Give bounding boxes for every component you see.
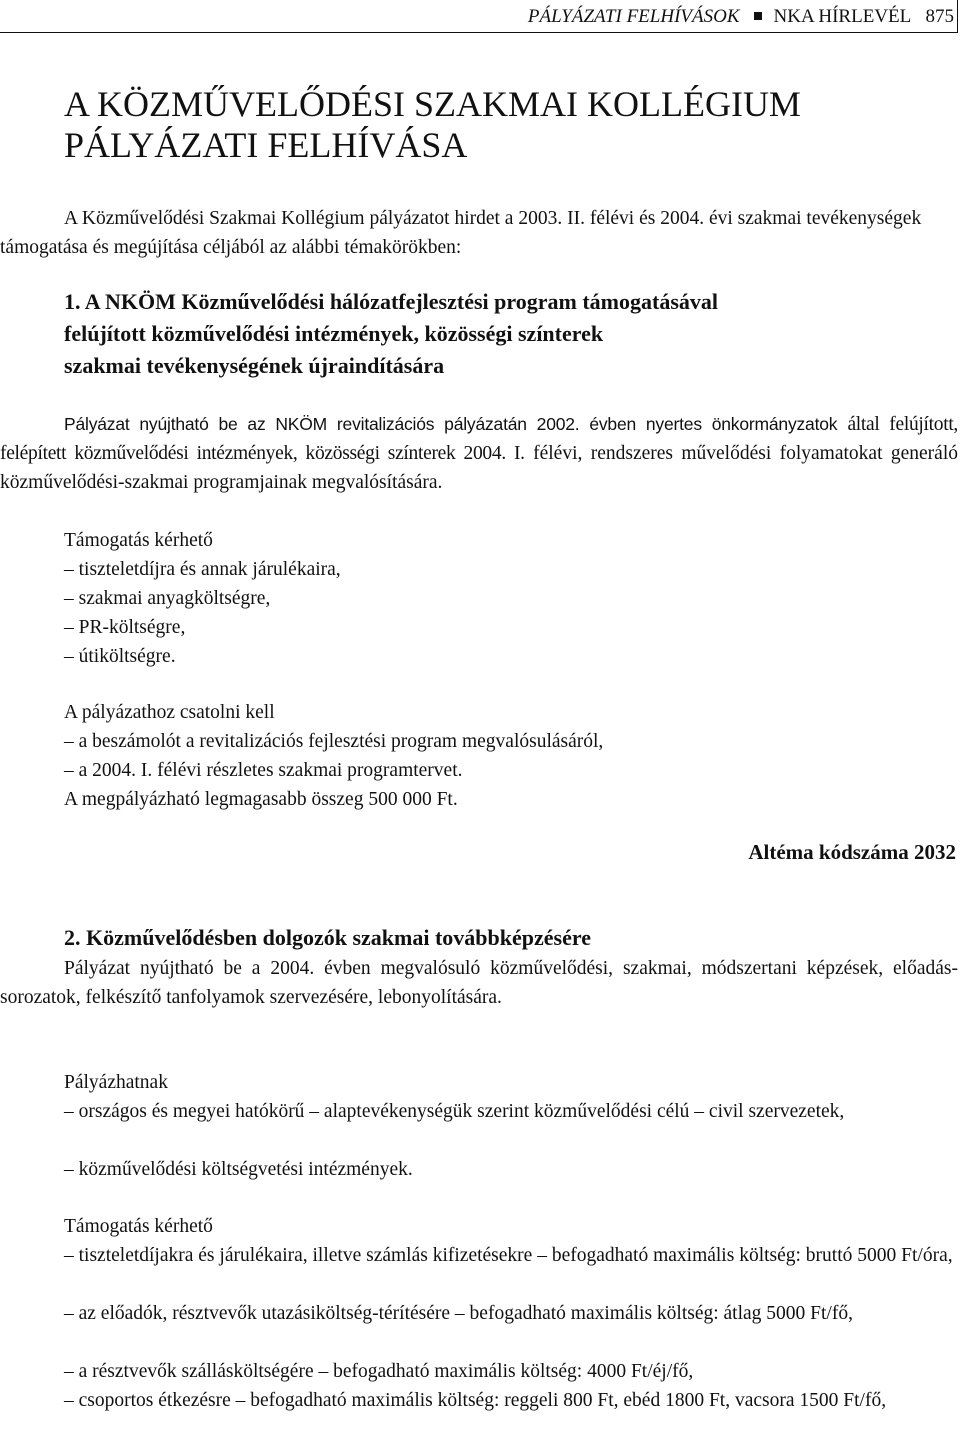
list-item: – a 2004. I. félévi részletes szakmai programtervet. [64,760,463,781]
section-1-attach-title: A pályázathoz csatolni kell [64,702,275,723]
support-title: Támogatás kérhető [64,1216,213,1237]
list-item: – országos és megyei hatókörű – alaptevékenységük szerint közművelődési célú – civil szervezetek, [64,1101,845,1122]
title-line-1: A KÖZMŰVELŐDÉSI SZAKMAI KOLLÉGIUM [64,84,801,124]
list-item: – tiszteletdíjakra és járulékaira, illetve számlás kifizetésekre – befogadható maximális költség: bruttó 5000 Ft/óra, [64,1245,953,1266]
intro-paragraph: A Közművelődési Szakmai Kollégium pályázatot hirdet a 2003. II. félévi és 2004. évi szakmai tevékenységek támogatása és megújítása céljából az alábbi témakörökben: [0,208,922,258]
section-1-body-part-3: félévi, rendszeres művelődési folyamatokat generáló közművelődési-szakmai programjainak megvalósítására. [0,443,958,493]
section-2-heading: 2. Közművelődésben dolgozók szakmai továbbképzésére [64,925,591,950]
header-rule-vertical [957,0,958,33]
section-1-attach-block [64,698,603,814]
square-bullet-icon [754,12,762,20]
section-1-body-part-2: által felújított, felépített közművelődési intézmények, közösségi színterek 2004. I. [0,414,959,464]
section-1-support-title: Támogatás kérhető [64,530,213,551]
section-2-applicants-title [64,1068,168,1097]
header-text [528,6,954,28]
list-item: – tiszteletdíjra és annak járulékaira, [64,559,341,580]
section-1-heading [64,286,944,382]
subtopic-code: Altéma kódszáma 2032 [748,840,956,864]
list-item: – a beszámolót a revitalizációs fejlesztési program megvalósulásáról, [64,731,604,752]
section-2-support-title [64,1212,213,1241]
header-publication: NKA HÍRLEVÉL [773,6,912,27]
list-item: – közművelődési költségvetési intézmények. [64,1159,413,1180]
list-item: – csoportos étkezésre – befogadható maximális költség: reggeli 800 Ft, ebéd 1800 Ft, vacsora 1500 Ft/fő, [64,1390,887,1411]
section-1-support-block [64,526,341,671]
page-number: 875 [925,6,954,27]
header-rule [0,32,958,33]
section-1-heading-line-2: felújított közművelődési intézmények, közösségi színterek [64,321,604,346]
section-1-heading-line-3: szakmai tevékenységének újraindítására [64,353,445,378]
list-item: – szakmai anyagköltségre, [64,588,271,609]
page-title [64,84,801,166]
list-item: – PR-költségre, [64,617,186,638]
section-1-heading-line-1: 1. A NKÖM Közművelődési hálózatfejlesztési program támogatásával [64,289,718,314]
header-section: PÁLYÁZATI FELHÍVÁSOK [527,6,740,27]
section-2-body: Pályázat nyújtható be a 2004. évben megvalósuló közművelődési, szakmai, módszertani képzések, előadás-sorozatok, felkészítő tanfolyamok szervezésére, lebonyolítására. [0,958,958,1008]
list-item: – útiköltségre. [64,646,176,667]
list-item: – az előadók, résztvevők utazásiköltség-térítésére – befogadható maximális költség: átlag 5000 Ft/fő, [64,1303,853,1324]
list-item: – a résztvevők szállásköltségére – befogadható maximális költség: 4000 Ft/éj/fő, [64,1361,694,1382]
section-1-body [0,410,958,497]
applicants-title: Pályázhatnak [64,1072,168,1093]
section-1-body-part-1: Pályázat nyújtható be az NKÖM revitalizációs pályázatán 2002. évben nyertes önkormányzatok [64,414,838,434]
section-1-max-amount: A megpályázható legmagasabb összeg 500 000 Ft. [64,789,458,810]
title-line-2: PÁLYÁZATI FELHÍVÁSA [64,125,468,165]
page-header [0,0,958,33]
